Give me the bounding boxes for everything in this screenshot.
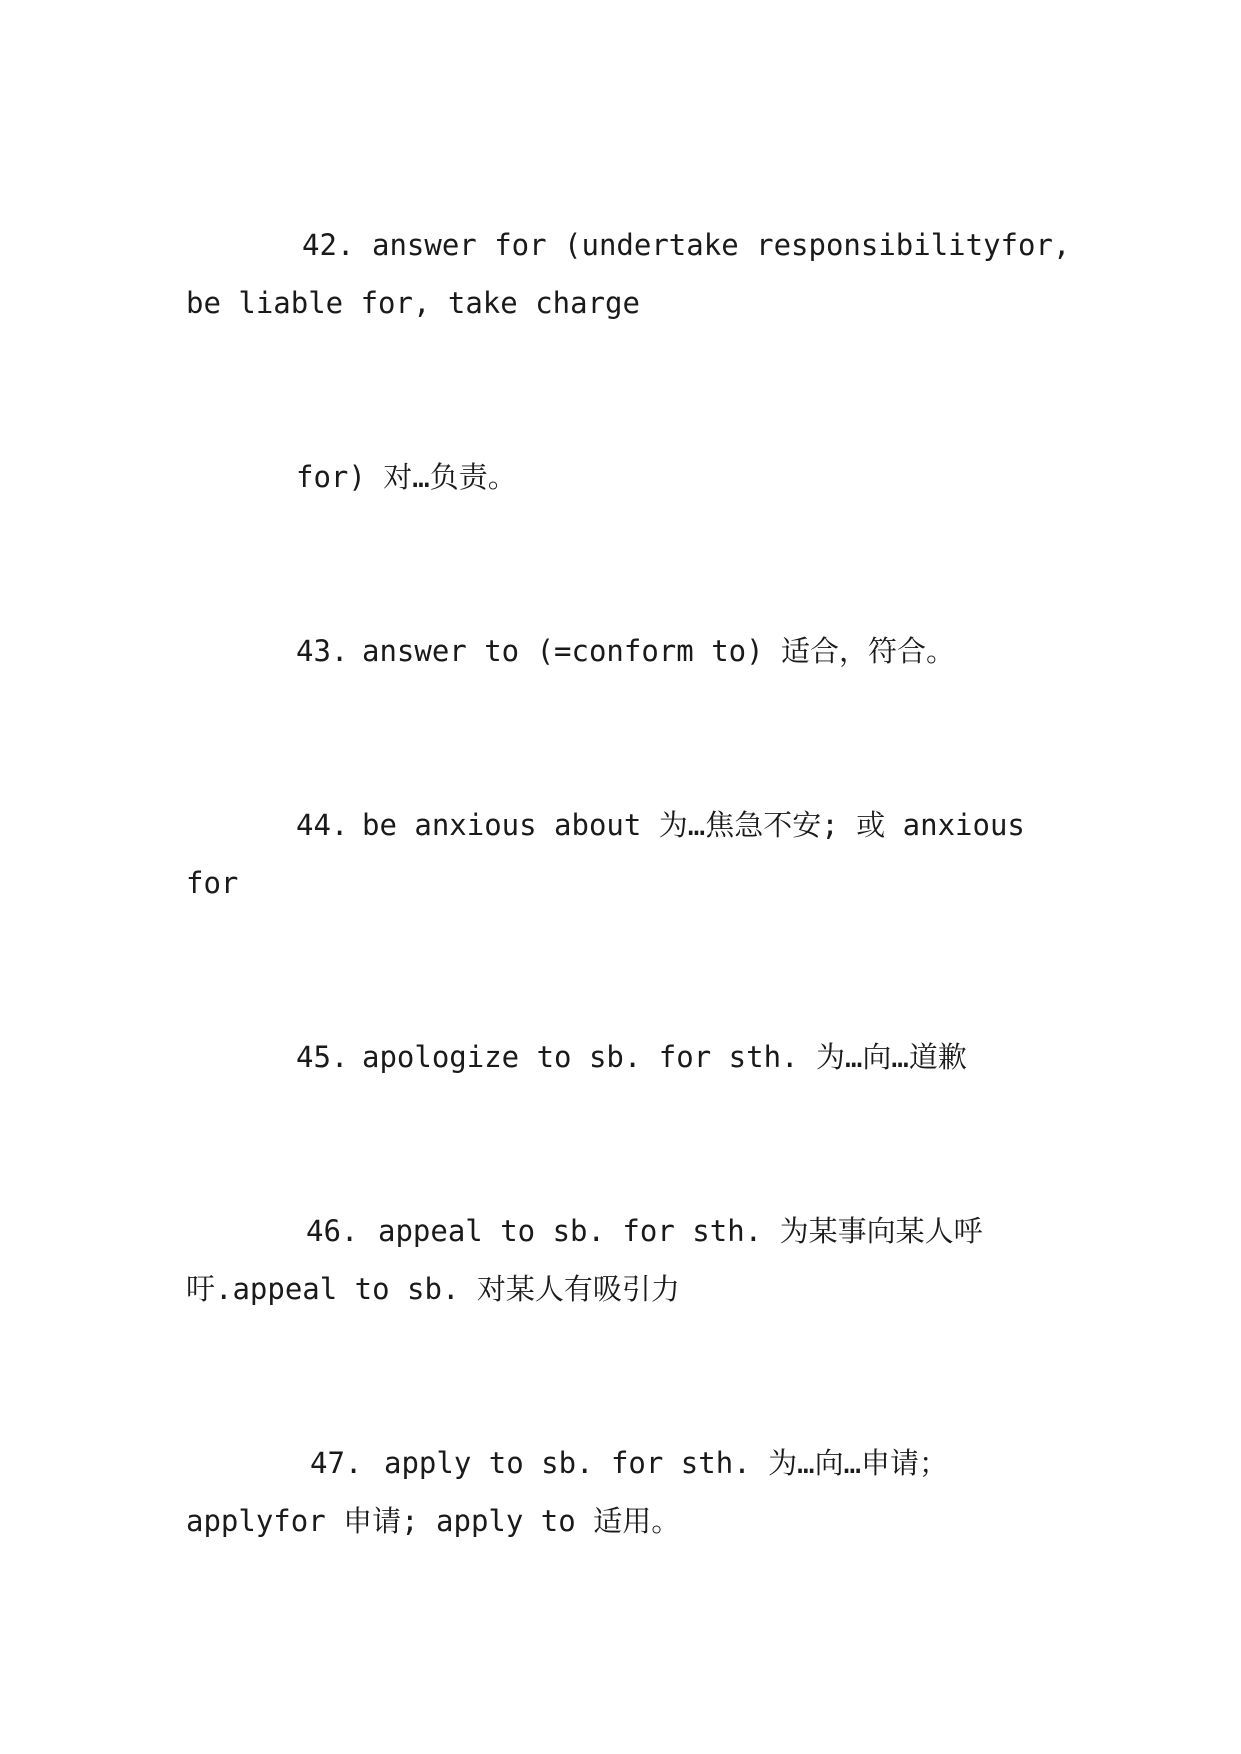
entry-42-line3: for) 对…负责。 (296, 460, 517, 494)
entry-43-number: 43. (296, 634, 349, 668)
entry-47-line1: apply to sb. for sth. 为…向…申请； (384, 1446, 949, 1480)
entry-46-line2: 吁.appeal to sb. 对某人有吸引力 (186, 1272, 680, 1306)
entry-45-number: 45. (296, 1040, 349, 1074)
entry-42-line2: be liable for, take charge (186, 286, 640, 320)
entry-46-number: 46. (306, 1214, 359, 1248)
entry-43-line1: answer to (=conform to) 适合，符合。 (362, 634, 956, 668)
entry-44-number: 44. (296, 808, 349, 842)
entry-47-number: 47. (310, 1446, 363, 1480)
entry-44-line1: be anxious about 为…焦急不安; 或 anxious (362, 808, 1025, 842)
entry-44-line2: for (186, 866, 239, 900)
entry-46-line1: appeal to sb. for sth. 为某事向某人呼 (378, 1214, 983, 1248)
entry-42-number: 42. (302, 228, 355, 262)
entry-47-line2: applyfor 申请; apply to 适用。 (186, 1504, 681, 1538)
entry-42-line1: answer for (undertake responsibilityfor, (372, 228, 1071, 262)
entry-45-line1: apologize to sb. for sth. 为…向…道歉 (362, 1040, 967, 1074)
